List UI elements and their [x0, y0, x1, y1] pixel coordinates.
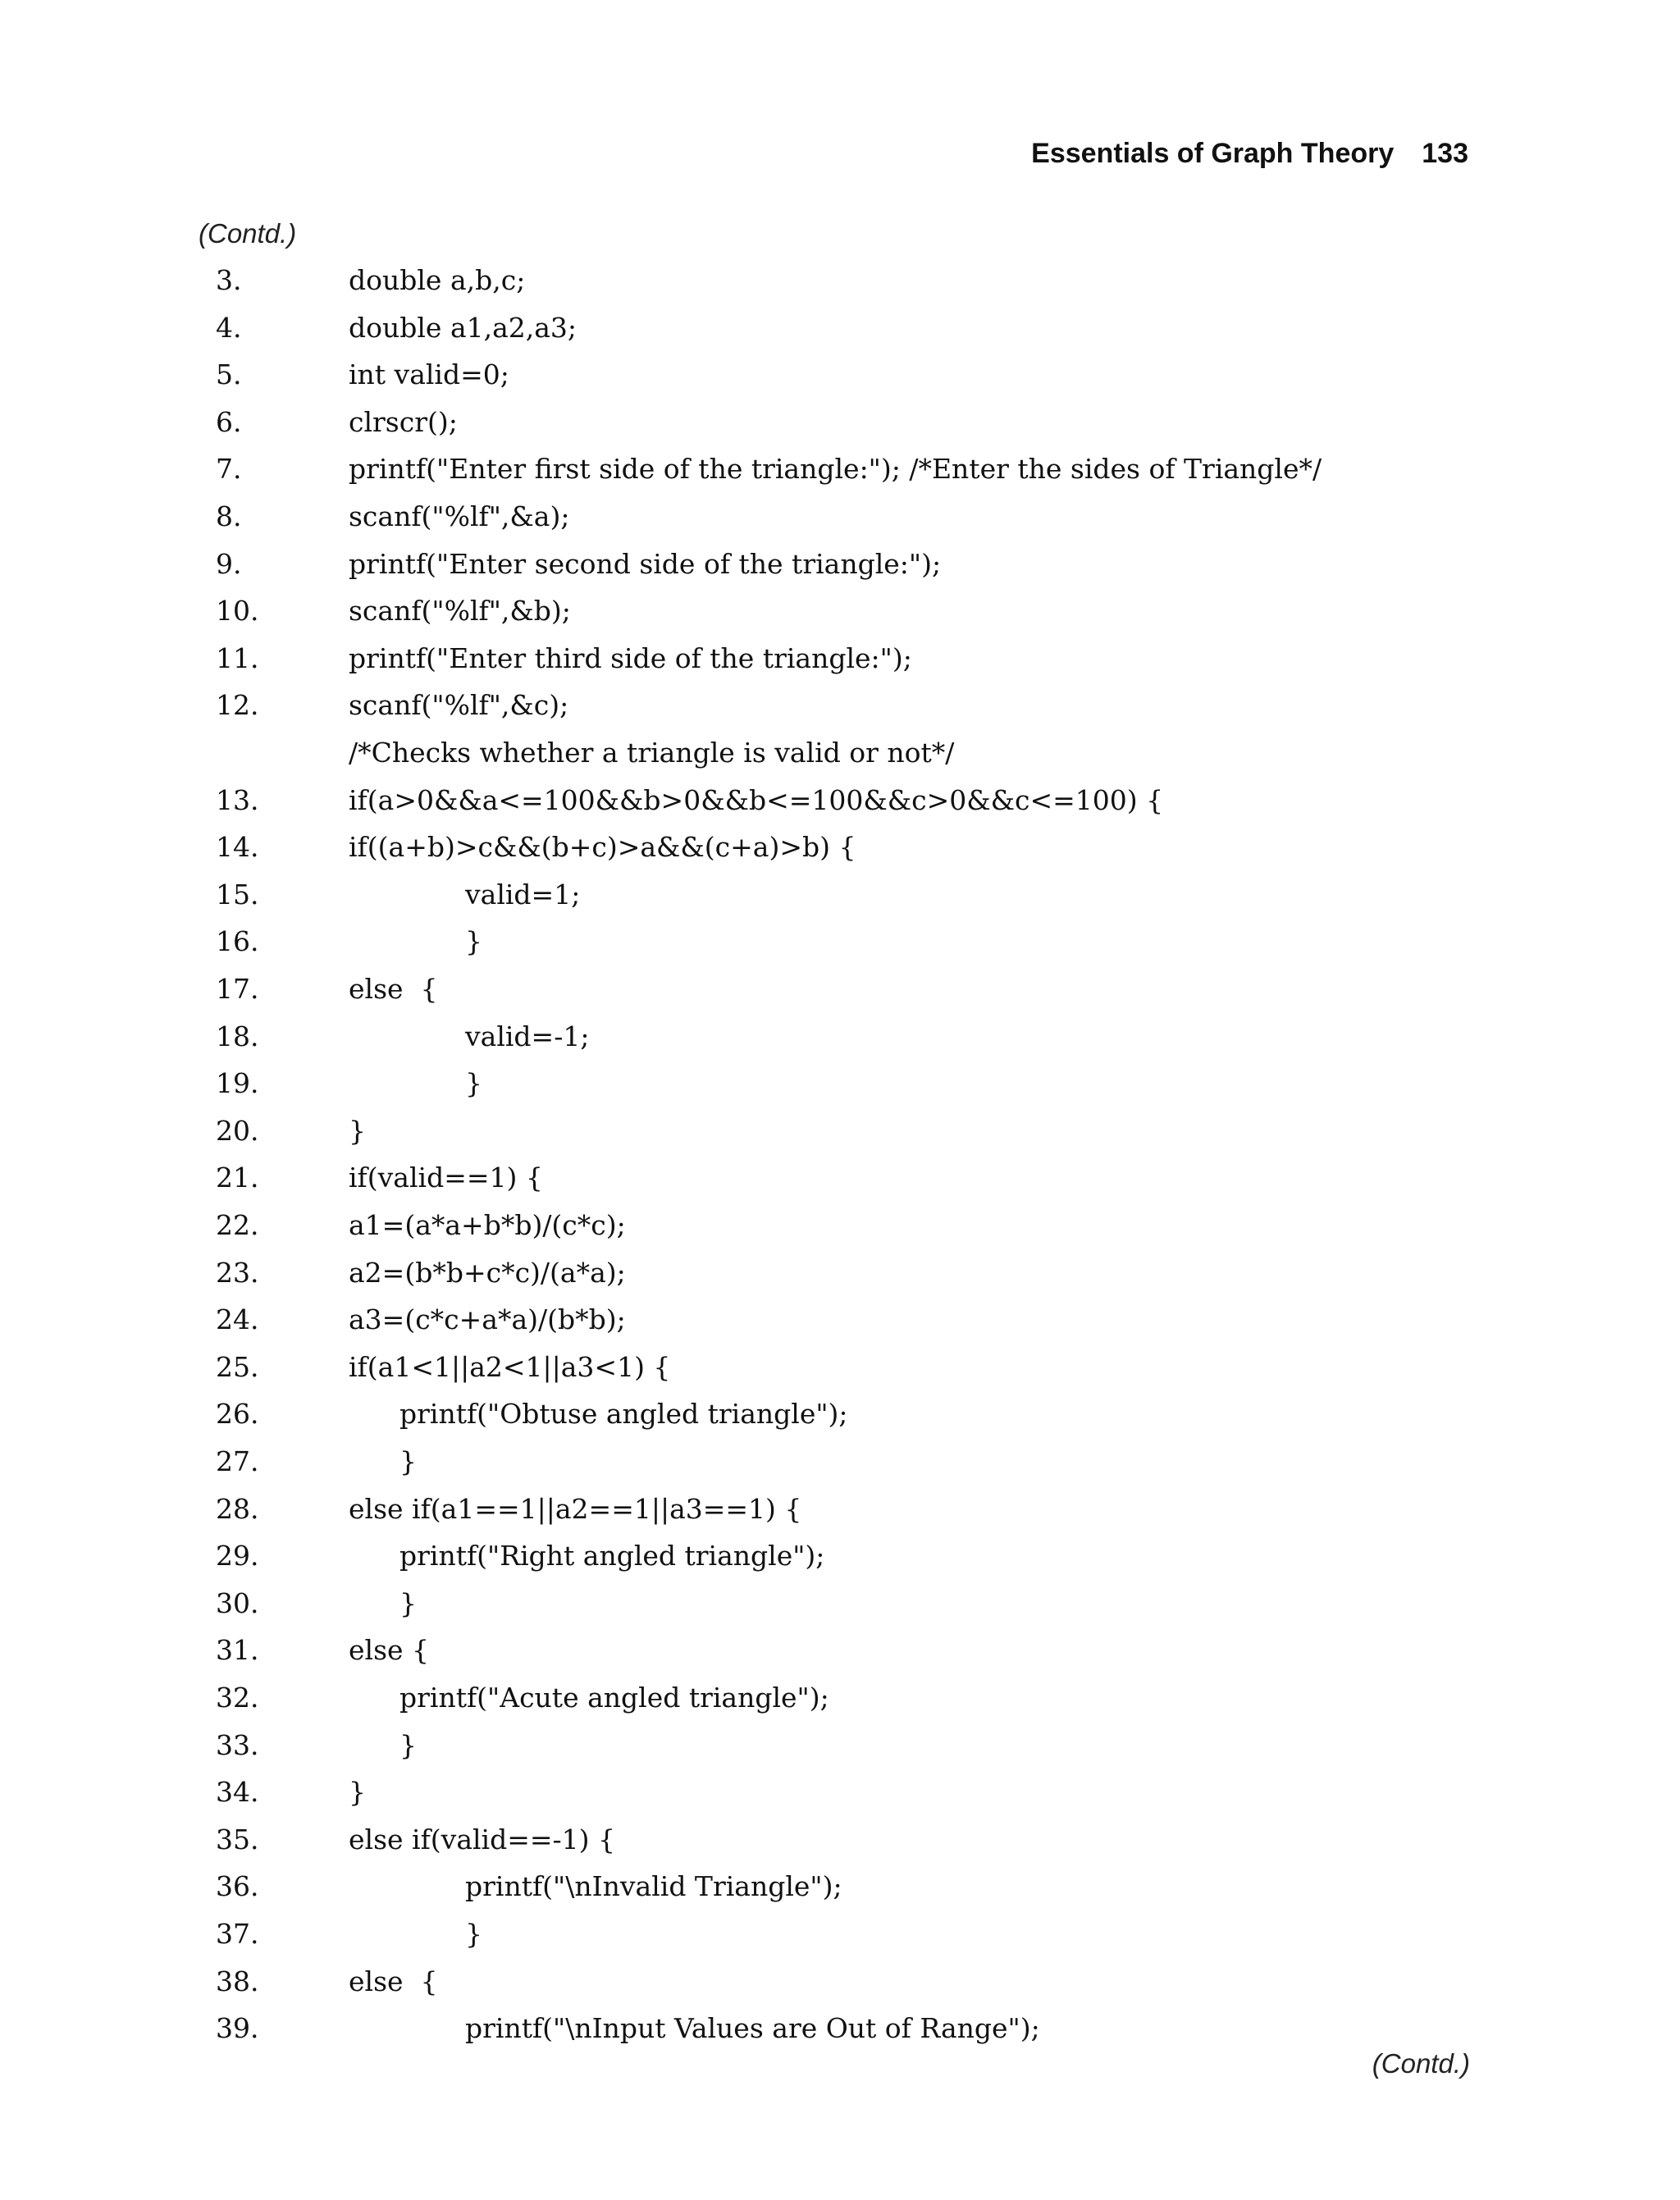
line-number: 21. — [216, 1162, 259, 1194]
line-number: 14. — [216, 831, 259, 864]
continued-label-top: (Contd.) — [199, 218, 297, 249]
code-line — [0, 733, 1680, 773]
code-line — [0, 1820, 1680, 1860]
line-number: 36. — [216, 1870, 259, 1903]
code-line — [0, 1584, 1680, 1623]
line-number: 5. — [216, 358, 242, 391]
code-text: } — [399, 1728, 417, 1761]
code-text: } — [399, 1445, 417, 1477]
line-number: 12. — [216, 689, 259, 722]
line-number: 10. — [216, 595, 259, 628]
line-number: 27. — [216, 1445, 259, 1477]
code-text: printf("Obtuse angled triangle"); — [399, 1398, 848, 1431]
code-line — [0, 639, 1680, 678]
code-line — [0, 1962, 1680, 2001]
code-line — [0, 545, 1680, 584]
code-text: valid=1; — [465, 878, 581, 911]
code-text: printf("Enter second side of the triangle:"); — [349, 547, 942, 580]
code-line — [0, 1678, 1680, 1718]
code-line — [0, 1300, 1680, 1340]
line-number: 19. — [216, 1067, 259, 1100]
code-text: } — [465, 1067, 482, 1100]
line-number: 35. — [216, 1823, 259, 1855]
line-number: 13. — [216, 783, 259, 816]
line-number: 20. — [216, 1114, 259, 1147]
code-line — [0, 591, 1680, 631]
code-line — [0, 828, 1680, 867]
code-text: if((a+b)>c&&(b+c)>a&&(c+a)>b) { — [349, 831, 856, 864]
line-number: 11. — [216, 641, 259, 674]
line-number: 34. — [216, 1776, 259, 1809]
code-text: else { — [349, 1965, 438, 1997]
code-line — [0, 1726, 1680, 1765]
code-line — [0, 497, 1680, 536]
line-number: 3. — [216, 264, 242, 296]
code-text: if(a1<1||a2<1||a3<1) { — [349, 1350, 671, 1383]
code-text: a2=(b*b+c*c)/(a*a); — [349, 1256, 626, 1289]
code-line — [0, 1442, 1680, 1481]
code-text: } — [465, 1918, 482, 1950]
code-line — [0, 1631, 1680, 1670]
code-text: printf("Enter third side of the triangle:"); — [349, 641, 912, 674]
line-number: 29. — [216, 1540, 259, 1572]
code-text: printf("Enter first side of the triangle:"); /*Enter the sides of Triangle*/ — [349, 453, 1322, 486]
line-number: 26. — [216, 1398, 259, 1431]
line-number: 31. — [216, 1634, 259, 1667]
code-text: } — [349, 1114, 366, 1147]
page-number: 133 — [1422, 138, 1468, 169]
line-number: 23. — [216, 1256, 259, 1289]
code-line — [0, 1536, 1680, 1576]
code-text: else { — [349, 973, 438, 1005]
code-line — [0, 1915, 1680, 1954]
code-text: } — [399, 1586, 417, 1619]
line-number: 17. — [216, 973, 259, 1005]
code-text: } — [349, 1776, 366, 1809]
code-text: scanf("%lf",&a); — [349, 500, 570, 532]
code-text: double a,b,c; — [349, 264, 526, 296]
continued-label-bottom: (Contd.) — [1372, 2048, 1470, 2079]
code-line — [0, 308, 1680, 348]
code-text: printf("Acute angled triangle"); — [399, 1682, 829, 1714]
code-text: else if(valid==-1) { — [349, 1823, 616, 1855]
line-number: 22. — [216, 1209, 259, 1241]
line-number: 9. — [216, 547, 242, 580]
code-line — [0, 1253, 1680, 1293]
code-text: } — [465, 925, 482, 958]
code-line — [0, 875, 1680, 915]
code-line — [0, 970, 1680, 1009]
line-number: 37. — [216, 1918, 259, 1950]
code-line — [0, 1867, 1680, 1906]
code-text: valid=-1; — [465, 1020, 590, 1052]
code-line — [0, 403, 1680, 442]
code-line — [0, 1206, 1680, 1245]
line-number: 30. — [216, 1586, 259, 1619]
line-number: 6. — [216, 405, 242, 438]
running-head-title: Essentials of Graph Theory — [1031, 138, 1395, 169]
code-text: printf("\nInvalid Triangle"); — [465, 1870, 842, 1903]
line-number: 8. — [216, 500, 242, 532]
code-text: scanf("%lf",&b); — [349, 595, 571, 628]
code-line — [0, 686, 1680, 725]
code-line — [0, 1064, 1680, 1103]
code-line — [0, 1348, 1680, 1387]
running-head — [1031, 138, 1468, 170]
code-line — [0, 261, 1680, 300]
code-text: /*Checks whether a triangle is valid or not*/ — [349, 737, 955, 769]
code-line — [0, 1158, 1680, 1198]
code-line — [0, 2009, 1680, 2048]
code-line — [0, 1111, 1680, 1151]
line-number: 24. — [216, 1303, 259, 1336]
code-text: scanf("%lf",&c); — [349, 689, 569, 722]
line-number: 33. — [216, 1728, 259, 1761]
line-number: 28. — [216, 1492, 259, 1525]
line-number: 15. — [216, 878, 259, 911]
line-number: 25. — [216, 1350, 259, 1383]
line-number: 18. — [216, 1020, 259, 1052]
code-line — [0, 1394, 1680, 1434]
line-number: 7. — [216, 453, 242, 486]
code-line — [0, 781, 1680, 820]
code-text: double a1,a2,a3; — [349, 311, 578, 344]
line-number: 16. — [216, 925, 259, 958]
code-line — [0, 450, 1680, 489]
code-text: int valid=0; — [349, 358, 509, 391]
line-number: 32. — [216, 1682, 259, 1714]
line-number: 4. — [216, 311, 242, 344]
code-line — [0, 355, 1680, 395]
code-text: clrscr(); — [349, 405, 458, 438]
code-text: a1=(a*a+b*b)/(c*c); — [349, 1209, 626, 1241]
code-text: else { — [349, 1634, 430, 1667]
code-text: printf("\nInput Values are Out of Range"); — [465, 2012, 1040, 2045]
code-text: printf("Right angled triangle"); — [399, 1540, 825, 1572]
code-text: if(valid==1) { — [349, 1162, 543, 1194]
code-text: if(a>0&&a<=100&&b>0&&b<=100&&c>0&&c<=100) { — [349, 783, 1164, 816]
code-line — [0, 922, 1680, 961]
code-text: else if(a1==1||a2==1||a3==1) { — [349, 1492, 802, 1525]
code-text: a3=(c*c+a*a)/(b*b); — [349, 1303, 626, 1336]
code-line — [0, 1017, 1680, 1057]
code-line — [0, 1773, 1680, 1812]
line-number: 38. — [216, 1965, 259, 1997]
line-number: 39. — [216, 2012, 259, 2045]
code-line — [0, 1490, 1680, 1529]
